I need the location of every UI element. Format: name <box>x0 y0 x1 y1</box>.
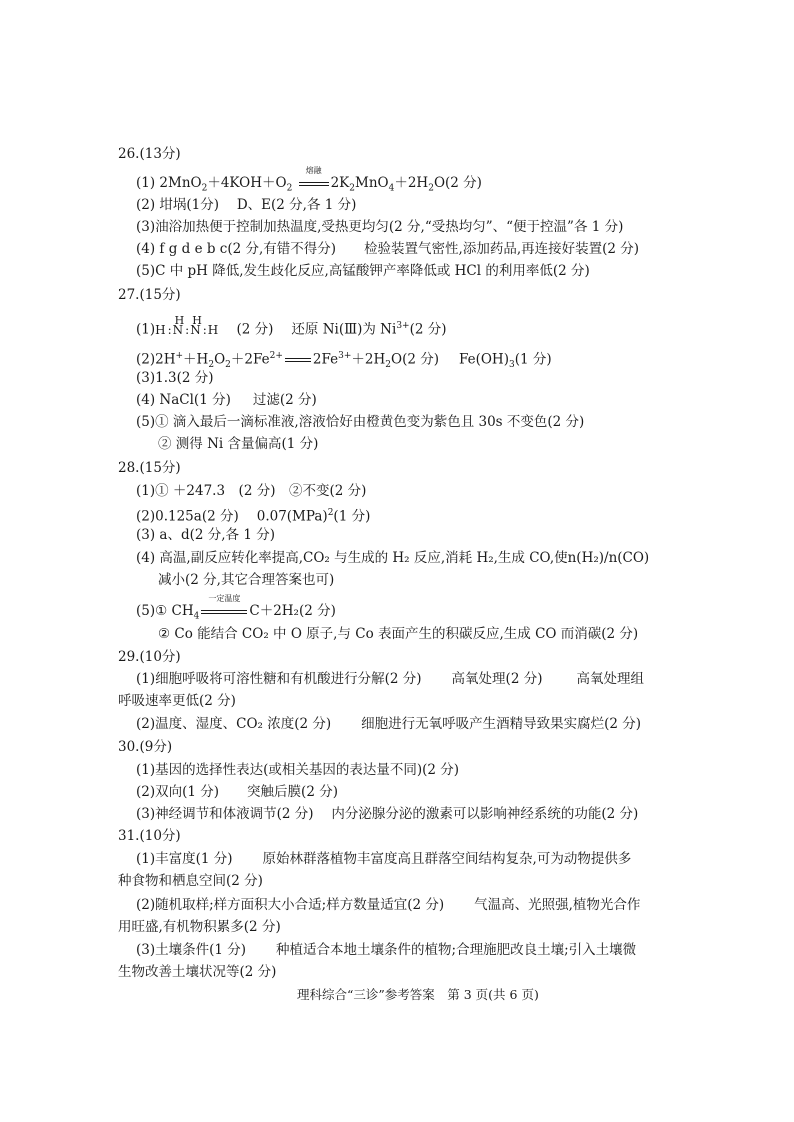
q28-title: 28.(15分) <box>118 460 181 476</box>
q26-line4 <box>136 239 639 259</box>
q26-title: 26.(13分) <box>118 146 181 162</box>
q29-line3b: 细胞进行无氧呼吸产生酒精导致果实腐烂(2 分) <box>361 716 642 732</box>
q27-line1c: (2 分) <box>409 321 447 338</box>
hydrazine-lewis-structure: H : N H : N H : H <box>155 313 219 337</box>
q31-line6: 生物改善土壤状况等(2 分) <box>118 964 277 980</box>
q26-line4b: 检验装置气密性,添加药品,再连接好装置(2 分) <box>364 241 640 257</box>
q26-line3: (3)油浴加热便于控制加热温度,受热更均匀(2 分,“受热均匀”、“便于控温”各 1 分) <box>136 219 624 235</box>
q29-line3 <box>136 714 641 734</box>
q27-line2c: Fe(OH) <box>458 351 509 368</box>
q29-title: 29.(10分) <box>118 649 181 665</box>
q28-line5: 减小(2 分,其它合理答案也可) <box>158 572 335 588</box>
q31-line5 <box>136 940 636 960</box>
q31-line1a: (1)丰富度(1 分) <box>136 851 233 867</box>
q29-line1a: (1)细胞呼吸将可溶性糖和有机酸进行分解(2 分) <box>136 671 422 687</box>
q27-line1a: (2 分) <box>236 321 274 338</box>
q27-line1-label: (1) <box>136 321 156 338</box>
q29-line2: 呼吸速率更低(2 分) <box>118 693 236 709</box>
q27-line2d: (1 分) <box>514 351 552 368</box>
q29-line3a: (2)温度、湿度、CO₂ 浓度(2 分) <box>136 716 332 732</box>
q28-line2a: (2)0.125a(2 分) <box>136 508 239 525</box>
q28-eq-left: (5)① CH <box>136 603 194 619</box>
q29-line1 <box>136 669 644 689</box>
q28-line2: (2)0.125a(2 分) 0.07(MPa)$^2$(1 分) <box>136 508 371 525</box>
q28-eq-right: C＋2H₂(2 分) <box>249 603 336 619</box>
q31-line5a: (3)土壤条件(1 分) <box>136 942 247 958</box>
q27-line1b: 还原 Ni(Ⅲ)为 Ni <box>291 321 397 338</box>
q28-reaction-arrow <box>201 594 247 621</box>
page-footer: 理科综合“三诊”参考答案 第 3 页(共 6 页) <box>297 987 539 1002</box>
q26-eq-score: (2 分) <box>445 175 482 191</box>
q26-condition: 熔融 <box>305 166 322 175</box>
q27-line3: (3)1.3(2 分) <box>136 370 214 386</box>
q30-title: 30.(9分) <box>118 739 173 755</box>
q26-line5: (5)C 中 pH 降低,发生歧化反应,高锰酸钾产率降低或 HCl 的利用率低(2 分) <box>136 263 590 279</box>
q27-line4a: (4) NaCl(1 分) <box>136 392 231 408</box>
q26-line4a: (4) f g d e b c(2 分,有错不得分) <box>136 241 337 257</box>
q28-line3: (3) a、d(2 分,各 1 分) <box>136 527 275 543</box>
q31-line4: 用旺盛,有机物积累多(2 分) <box>118 919 281 935</box>
q31-line3b: 气温高、光照强,植物光合作 <box>474 897 641 913</box>
q31-line2: 种食物和栖息空间(2 分) <box>118 873 263 889</box>
q30-line2 <box>136 782 338 802</box>
q31-title: 31.(10分) <box>118 828 181 844</box>
q27-line1: (1)H : N H : N H : H (2 分) 还原 Ni(Ⅲ)为 $Ni^{3+}(2$ 分) <box>136 313 447 338</box>
q28-line1: (1)① ＋247.3 (2 分) ②不变(2 分) <box>136 483 367 499</box>
q27-line5: (5)① 滴入最后一滴标准液,溶液恰好由橙黄色变为紫色且 30s 不变色(2 分) <box>136 414 585 430</box>
q31-line1 <box>136 849 631 869</box>
q27-line4 <box>136 390 317 410</box>
q28-line2c: (1 分) <box>333 508 371 525</box>
q31-line5b: 种植适合本地土壤条件的植物;合理施肥改良土壤;引入土壤微 <box>276 942 637 958</box>
q27-line4b: 过滤(2 分) <box>252 392 317 408</box>
q26-line2: (2) 坩埚(1分) D、E(2 分,各 1 分) <box>136 197 357 213</box>
q28-line2b: 0.07(MPa) <box>256 508 328 525</box>
q30-line2a: (2)双向(1 分) <box>136 784 220 800</box>
q31-line3a: (2)随机取样;样方面积大小合适;样方数量适宜(2 分) <box>136 897 445 913</box>
q30-line1: (1)基因的选择性表达(或相关基因的表达量不同)(2 分) <box>136 762 460 778</box>
q27-equal-sign <box>285 350 311 370</box>
q29-line1c: 高氧处理组 <box>576 671 644 687</box>
q28-line6: (5)① $CH_4$ 一定温度 C＋2H₂(2 分) <box>136 601 336 627</box>
q31-line3 <box>136 895 640 915</box>
q30-line2b: 突触后膜(2 分) <box>247 784 338 800</box>
q26-line1: (1) $2MnO_2+4KOH+O_2$ 熔融 $2K_2MnO_4+2H_2O(2$ 分) <box>136 173 482 199</box>
q30-line3: (3)神经调节和体液调节(2 分) 内分泌腺分泌的激素可以影响神经系统的功能(2 分) <box>136 806 639 822</box>
q27-line2b: (2 分) <box>402 351 439 368</box>
q31-line1b: 原始林群落植物丰富度高且群落空间结构复杂,可为动物提供多 <box>262 851 632 867</box>
q28-line7: ② Co 能结合 CO₂ 中 O 原子,与 Co 表面产生的积碳反应,生成 CO 而消碳(2 分) <box>158 626 639 642</box>
q27-line6: ② 测得 Ni 含量偏高(1 分) <box>158 436 319 452</box>
q28-line4: (4) 高温,副反应转化率提高,CO₂ 与生成的 H₂ 反应,消耗 H₂,生成 CO,使n(H₂)/n(CO) <box>136 550 650 566</box>
q27-title: 27.(15分) <box>118 287 181 303</box>
q27-line2: $(2)2H^++H_2O_2+2Fe^{2+}$ $2Fe^{3+}+2H_2O(2$ 分) $Fe(OH)_3(1$ 分) <box>136 351 552 371</box>
q28-condition: 一定温度 <box>208 594 241 603</box>
q26-eq-left: (1) 2MnO <box>136 175 202 191</box>
q26-reaction-arrow <box>299 166 329 193</box>
q29-line1b: 高氧处理(2 分) <box>451 671 543 687</box>
